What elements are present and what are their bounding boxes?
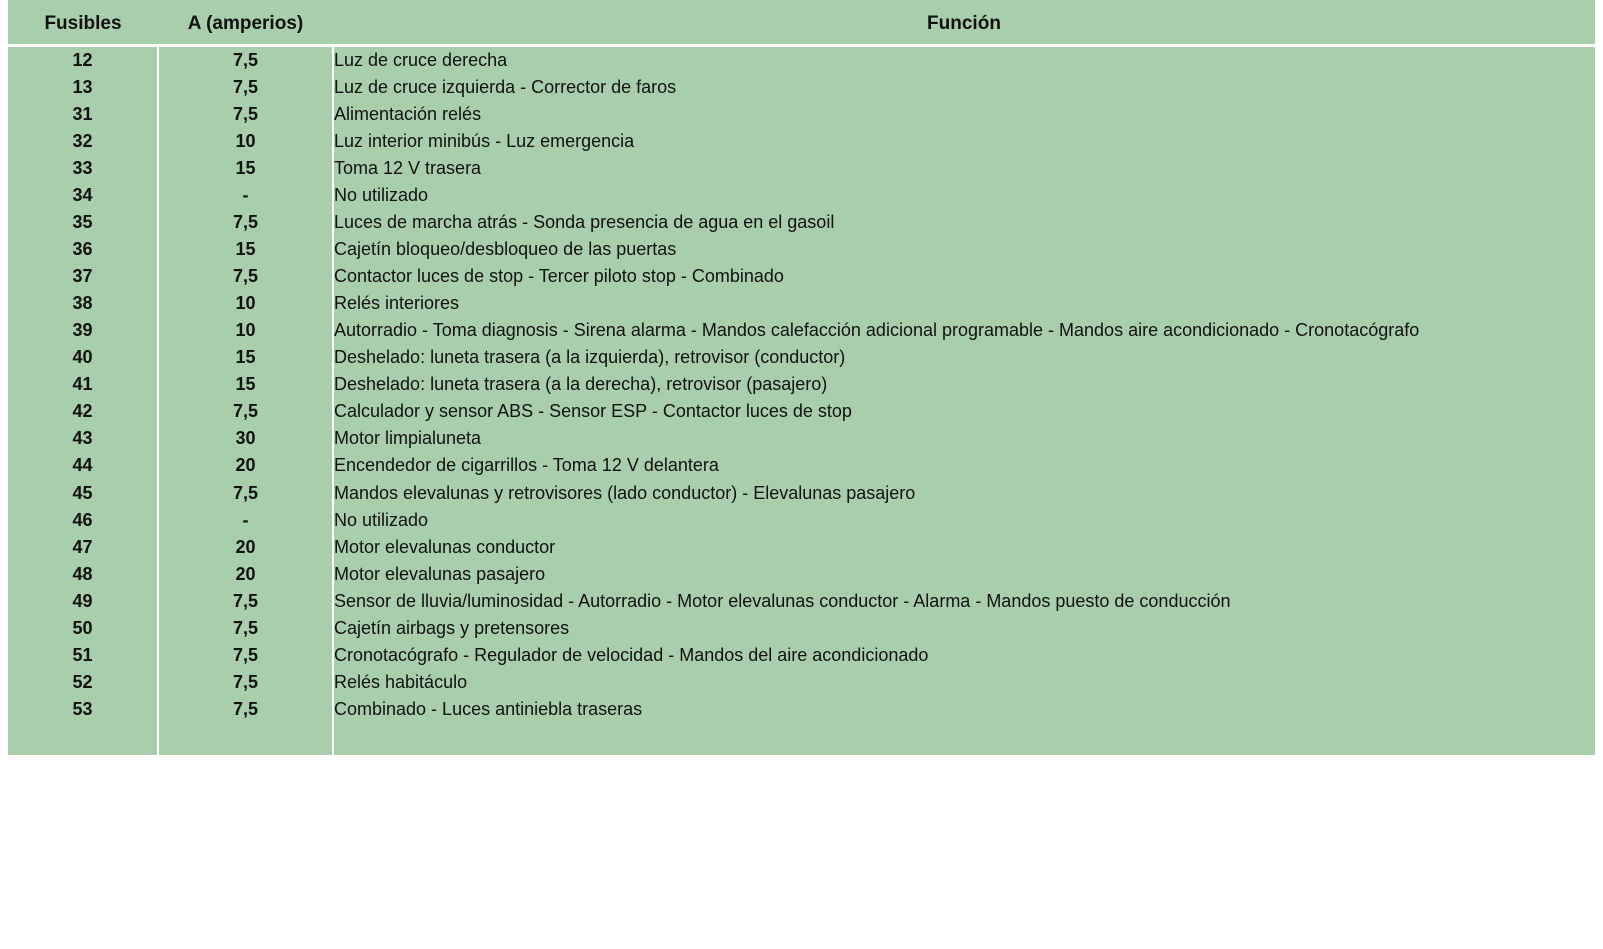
cell-fuse: 32 bbox=[8, 128, 158, 155]
cell-amp: 7,5 bbox=[158, 209, 333, 236]
cell-fuse: 49 bbox=[8, 588, 158, 615]
cell-fuse: 37 bbox=[8, 263, 158, 290]
cell-amp: 10 bbox=[158, 290, 333, 317]
cell-amp: 15 bbox=[158, 344, 333, 371]
cell-function: Relés habitáculo bbox=[334, 671, 468, 692]
table-row bbox=[8, 669, 1595, 696]
column-header-amps: A (amperios) bbox=[158, 6, 333, 46]
cell-function: Deshelado: luneta trasera (a la derecha), retrovisor (pasajero) bbox=[334, 374, 828, 395]
cell-function: Combinado - Luces antiniebla traseras bbox=[334, 698, 643, 719]
cell-function: Motor limpialuneta bbox=[334, 428, 482, 449]
cell-function: Encendedor de cigarrillos - Toma 12 V delantera bbox=[334, 455, 719, 476]
cell-fuse: 34 bbox=[8, 182, 158, 209]
table-row bbox=[8, 452, 1595, 479]
table-row bbox=[8, 317, 1595, 344]
table-row bbox=[8, 480, 1595, 507]
cell-fuse: 41 bbox=[8, 371, 158, 398]
cell-amp: 7,5 bbox=[158, 588, 333, 615]
table-row bbox=[8, 398, 1595, 425]
cell-amp: 7,5 bbox=[158, 696, 333, 723]
table-header-row bbox=[8, 6, 1595, 46]
table-header bbox=[8, 6, 1595, 46]
cell-amp: 7,5 bbox=[158, 398, 333, 425]
cell-fuse: 31 bbox=[8, 101, 158, 128]
cell-fuse: 13 bbox=[8, 74, 158, 101]
spacer-cell-amp bbox=[158, 723, 333, 755]
cell-amp: 7,5 bbox=[158, 101, 333, 128]
table-row bbox=[8, 74, 1595, 101]
cell-amp: 30 bbox=[158, 425, 333, 452]
cell-function: Alimentación relés bbox=[334, 104, 482, 125]
cell-amp: 20 bbox=[158, 452, 333, 479]
cell-function: Luz de cruce izquierda - Corrector de faros bbox=[334, 77, 677, 98]
table-body bbox=[8, 46, 1595, 755]
cell-amp: 7,5 bbox=[158, 669, 333, 696]
cell-amp: 15 bbox=[158, 236, 333, 263]
cell-function: Motor elevalunas conductor bbox=[334, 536, 556, 557]
table-row bbox=[8, 128, 1595, 155]
cell-amp: 10 bbox=[158, 128, 333, 155]
table-row bbox=[8, 263, 1595, 290]
cell-amp: - bbox=[158, 507, 333, 534]
cell-amp: 7,5 bbox=[158, 615, 333, 642]
cell-function: Deshelado: luneta trasera (a la izquierda), retrovisor (conductor) bbox=[334, 347, 846, 368]
cell-function: No utilizado bbox=[334, 509, 429, 530]
cell-function: Luz de cruce derecha bbox=[334, 50, 508, 70]
cell-amp: 7,5 bbox=[158, 642, 333, 669]
cell-amp: 15 bbox=[158, 371, 333, 398]
cell-function: Relés interiores bbox=[334, 293, 460, 314]
cell-fuse: 46 bbox=[8, 507, 158, 534]
cell-amp: - bbox=[158, 182, 333, 209]
cell-function: Toma 12 V trasera bbox=[334, 158, 482, 179]
table-row bbox=[8, 588, 1595, 615]
spacer-cell-function bbox=[333, 723, 1595, 755]
cell-function: Mandos elevalunas y retrovisores (lado conductor) - Elevalunas pasajero bbox=[334, 482, 916, 503]
cell-amp: 7,5 bbox=[158, 263, 333, 290]
table-bottom-spacer bbox=[8, 723, 1595, 755]
cell-fuse: 51 bbox=[8, 642, 158, 669]
cell-fuse: 40 bbox=[8, 344, 158, 371]
table-row bbox=[8, 425, 1595, 452]
table-row bbox=[8, 344, 1595, 371]
cell-fuse: 44 bbox=[8, 452, 158, 479]
cell-amp: 20 bbox=[158, 534, 333, 561]
table-row bbox=[8, 290, 1595, 317]
cell-function: Autorradio - Toma diagnosis - Sirena alarma - Mandos calefacción adicional programable - Mandos aire acondicionado - Cronotacógrafo bbox=[334, 320, 1420, 341]
cell-function: Cajetín bloqueo/desbloqueo de las puertas bbox=[334, 239, 677, 260]
table-row bbox=[8, 642, 1595, 669]
fuse-assignment-table bbox=[8, 6, 1595, 755]
cell-fuse: 45 bbox=[8, 480, 158, 507]
table-row bbox=[8, 371, 1595, 398]
cell-function: Luces de marcha atrás - Sonda presencia de agua en el gasoil bbox=[334, 212, 835, 233]
cell-fuse: 12 bbox=[8, 46, 158, 75]
cell-fuse: 33 bbox=[8, 155, 158, 182]
table-row bbox=[8, 236, 1595, 263]
column-header-function: Función bbox=[333, 6, 1595, 46]
cell-fuse: 43 bbox=[8, 425, 158, 452]
cell-function: Sensor de lluvia/luminosidad - Autorradio - Motor elevalunas conductor - Alarma - Mandos puesto de conducción bbox=[334, 590, 1231, 611]
table-row bbox=[8, 46, 1595, 75]
cell-function: Contactor luces de stop - Tercer piloto stop - Combinado bbox=[334, 266, 784, 287]
cell-amp: 7,5 bbox=[158, 74, 333, 101]
cell-amp: 10 bbox=[158, 317, 333, 344]
cell-fuse: 47 bbox=[8, 534, 158, 561]
table-row bbox=[8, 561, 1595, 588]
cell-function: Cajetín airbags y pretensores bbox=[334, 617, 570, 638]
table-row bbox=[8, 534, 1595, 561]
cell-function: Cronotacógrafo - Regulador de velocidad - Mandos del aire acondicionado bbox=[334, 644, 929, 665]
cell-amp: 15 bbox=[158, 155, 333, 182]
cell-fuse: 42 bbox=[8, 398, 158, 425]
cell-fuse: 36 bbox=[8, 236, 158, 263]
cell-amp: 20 bbox=[158, 561, 333, 588]
cell-amp: 7,5 bbox=[158, 480, 333, 507]
table-row bbox=[8, 182, 1595, 209]
cell-fuse: 35 bbox=[8, 209, 158, 236]
cell-fuse: 50 bbox=[8, 615, 158, 642]
table-row bbox=[8, 507, 1595, 534]
cell-amp: 7,5 bbox=[158, 46, 333, 75]
cell-function: Luz interior minibús - Luz emergencia bbox=[334, 131, 635, 152]
cell-function: Calculador y sensor ABS - Sensor ESP - Contactor luces de stop bbox=[334, 401, 852, 422]
cell-fuse: 52 bbox=[8, 669, 158, 696]
cell-fuse: 38 bbox=[8, 290, 158, 317]
table-row bbox=[8, 155, 1595, 182]
cell-function: No utilizado bbox=[334, 185, 429, 206]
cell-fuse: 48 bbox=[8, 561, 158, 588]
cell-function: Motor elevalunas pasajero bbox=[334, 563, 546, 584]
spacer-cell-fuse bbox=[8, 723, 158, 755]
cell-fuse: 39 bbox=[8, 317, 158, 344]
cell-fuse: 53 bbox=[8, 696, 158, 723]
table-row bbox=[8, 209, 1595, 236]
table-row bbox=[8, 696, 1595, 723]
column-header-fuses: Fusibles bbox=[8, 6, 158, 46]
table-row bbox=[8, 615, 1595, 642]
table-row bbox=[8, 101, 1595, 128]
